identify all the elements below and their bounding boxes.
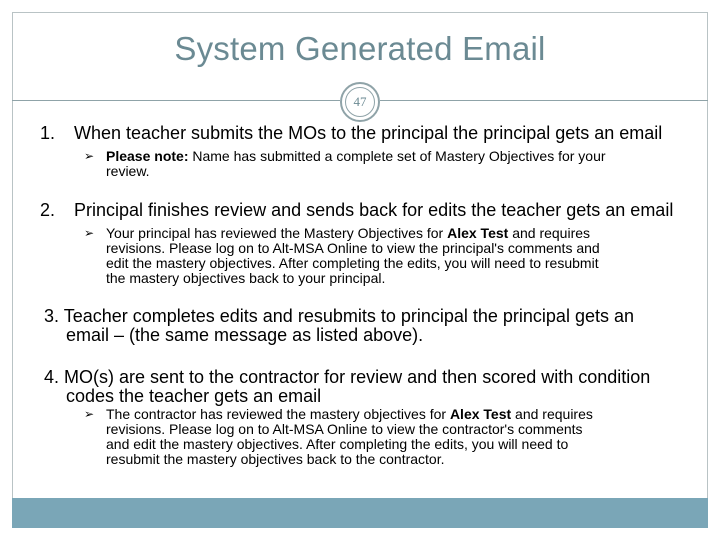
sub-item-1	[84, 149, 684, 179]
list-marker: 2.	[40, 200, 56, 220]
note-label: Please note:	[106, 148, 189, 164]
list-item-text: When teacher submits the MOs to the principal the principal gets an email	[74, 123, 663, 143]
sub-item-text: The contractor has reviewed the mastery objectives for Alex Test and requires revisions. Please log on to Alt-MSA Online to view the contractor's comments and edit the mastery objectives. After completing the edits, you will need to resubmit the mastery objectives back to the contractor.	[106, 406, 593, 467]
footer-bar	[12, 498, 708, 528]
slide-title: System Generated Email	[174, 30, 546, 67]
divider-left	[12, 100, 340, 101]
sub-item-text: Your principal has reviewed the Mastery Objectives for Alex Test and requires revisions. Please log on to Alt-MSA Online to view the principal's comments and edit the mastery objectives. After completing the edits, you will need to resubmit the mastery objectives back to your principal.	[106, 225, 600, 286]
list-item-line: 3. Teacher completes edits and resubmits to principal the principal gets an	[44, 306, 634, 326]
list-marker: 1.	[40, 123, 56, 143]
arrow-bullet-icon: ➢	[84, 149, 95, 163]
sub-item-text: Please note: Name has submitted a complete set of Mastery Objectives for your review.	[106, 148, 606, 179]
student-name: Alex Test	[447, 225, 509, 241]
page-number: 47	[345, 87, 375, 117]
arrow-bullet-icon: ➢	[84, 407, 95, 421]
student-name: Alex Test	[449, 406, 512, 422]
list-item-line: codes the teacher gets an email	[66, 386, 322, 406]
sub-item-2	[84, 226, 684, 286]
sub-item-4	[84, 407, 684, 467]
list-item-text: Principal finishes review and sends back for edits the teacher gets an email	[74, 200, 674, 220]
list-item-4	[44, 368, 704, 406]
list-item-3	[44, 307, 704, 345]
arrow-bullet-icon: ➢	[84, 226, 95, 240]
list-item-line: email – (the same message as listed above).	[66, 325, 424, 345]
divider-right	[380, 100, 708, 101]
list-item-line: 4. MO(s) are sent to the contractor for review and then scored with condition	[44, 367, 651, 387]
page-number-badge	[340, 82, 380, 122]
